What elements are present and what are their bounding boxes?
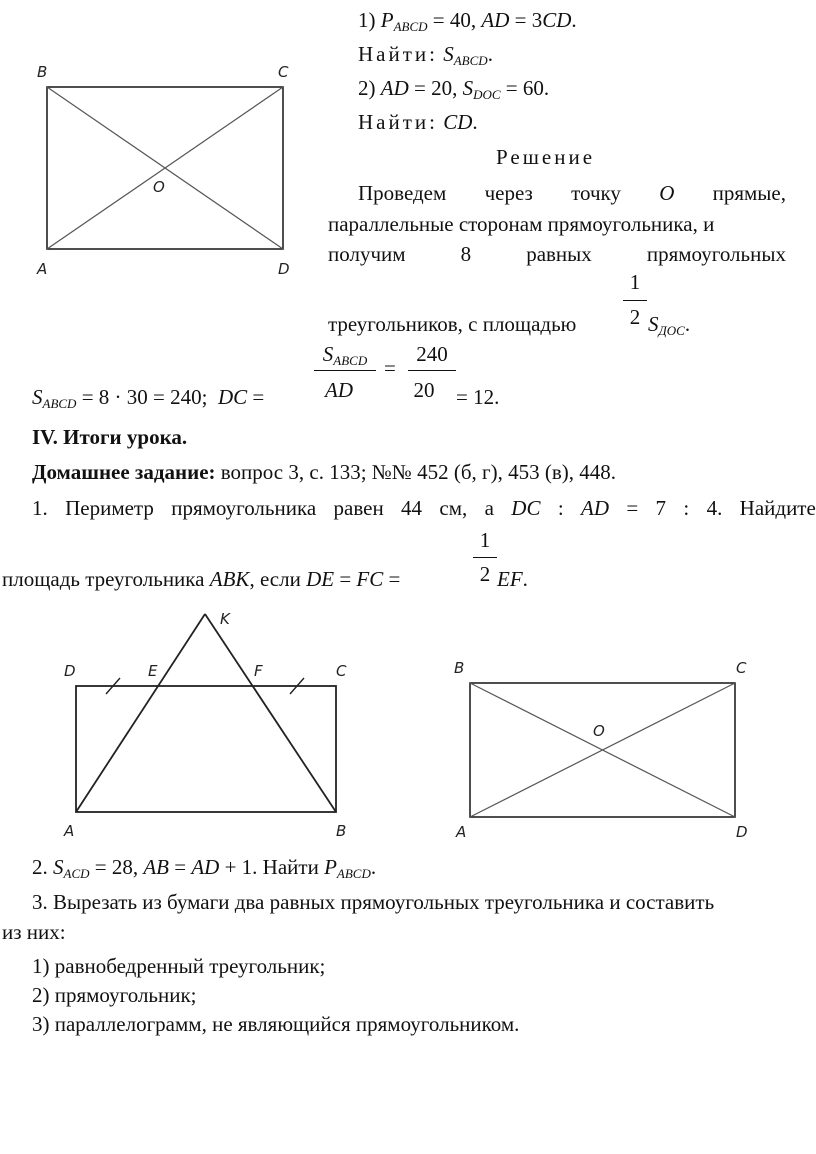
area-calculation: $S_{ABCD} = 8 \cdot 30 = 240$; DC = xyxy=(32,385,265,411)
task-1-line-2: площадь треугольника ABK, если DE = FC = xyxy=(2,567,401,591)
task1-half-bar xyxy=(473,557,497,558)
solution-line-2: параллельные сторонам прямоугольника, и xyxy=(328,212,715,236)
half-fraction-numerator: 1 xyxy=(629,270,641,294)
figure-rectangle-abcd-3 xyxy=(450,653,760,843)
label-o: O xyxy=(153,178,165,196)
task1-half-denominator: 2 xyxy=(479,562,491,586)
figure-rectangle-abcd-1 xyxy=(30,55,310,290)
label-c3: C xyxy=(736,659,747,677)
figure-triangle-abk xyxy=(60,606,360,846)
task-2: 2. $S_{ACD} = 28$, AB = AD + 1. Найти $P_{ABCD}$. xyxy=(32,855,377,881)
homework-line: Домашнее задание: вопрос 3, с. 133; №№ 452 (б, г), 453 (в), 448. xyxy=(32,460,617,484)
ratio-denominator: AD xyxy=(325,378,353,402)
side-ak xyxy=(76,614,205,812)
label-a: A xyxy=(37,260,48,278)
label-o3: O xyxy=(593,722,605,740)
task-3-item-3: 3) параллелограмм, не являющийся прямоугольником. xyxy=(32,1012,520,1036)
ratio-equals: = xyxy=(384,356,396,380)
solution-line-4: треугольников, с площадью xyxy=(328,312,577,336)
solution-line-3: получим 8 равных прямоугольных xyxy=(328,242,786,266)
ratio-bar-1 xyxy=(314,370,376,371)
label-c2: C xyxy=(336,662,347,680)
rectangle-abcd-2 xyxy=(76,686,336,812)
task-3-line-2: из них: xyxy=(2,920,66,944)
section-heading: IV. Итоги урока. xyxy=(32,425,188,449)
task1-half-numerator: 1 xyxy=(479,528,491,552)
task-3-item-2: 2) прямоугольник; xyxy=(32,983,197,1007)
ratio-den-20: 20 xyxy=(413,378,435,402)
half-fraction-bar xyxy=(623,300,647,301)
label-f: F xyxy=(254,662,263,680)
side-bk xyxy=(205,614,336,812)
dc-result: = 12. xyxy=(456,385,500,409)
solution-heading: Решение xyxy=(496,145,596,169)
ef-term: EF. xyxy=(497,567,528,591)
task-1-line-1: 1. Периметр прямоугольника равен 44 см, а DC : AD = 7 : 4. Найдите xyxy=(32,496,816,520)
label-b2: B xyxy=(336,822,347,840)
ratio-num-240: 240 xyxy=(416,342,448,366)
find-1: Найти: $S_{ABCD}$. xyxy=(358,42,493,68)
half-fraction-denominator: 2 xyxy=(629,305,641,329)
s-doc-term: $S_{ДОС}$. xyxy=(648,312,691,338)
label-k: K xyxy=(220,610,230,628)
condition-1: 1) $P_{ABCD} = 40$, AD = 3CD. xyxy=(358,8,577,34)
find-2: Найти: CD. xyxy=(358,110,478,134)
label-b3: B xyxy=(454,659,465,677)
task-3-item-1: 1) равнобедренный треугольник; xyxy=(32,954,326,978)
task-3-line-1: 3. Вырезать из бумаги два равных прямоугольных треугольника и составить xyxy=(32,890,715,914)
label-d3: D xyxy=(736,823,748,841)
label-d2: D xyxy=(64,662,76,680)
label-a2: A xyxy=(64,822,75,840)
solution-line-1: Проведем через точку O прямые, xyxy=(358,181,786,205)
condition-2: 2) AD = 20, $S_{DOC} = 60$. xyxy=(358,76,550,102)
ratio-bar-2 xyxy=(408,370,456,371)
label-b: B xyxy=(37,63,48,81)
label-c: C xyxy=(278,63,289,81)
label-e: E xyxy=(148,662,158,680)
label-a3: A xyxy=(456,823,467,841)
ratio-numerator: $S_{ABCD}$ xyxy=(322,342,368,368)
label-d: D xyxy=(278,260,290,278)
